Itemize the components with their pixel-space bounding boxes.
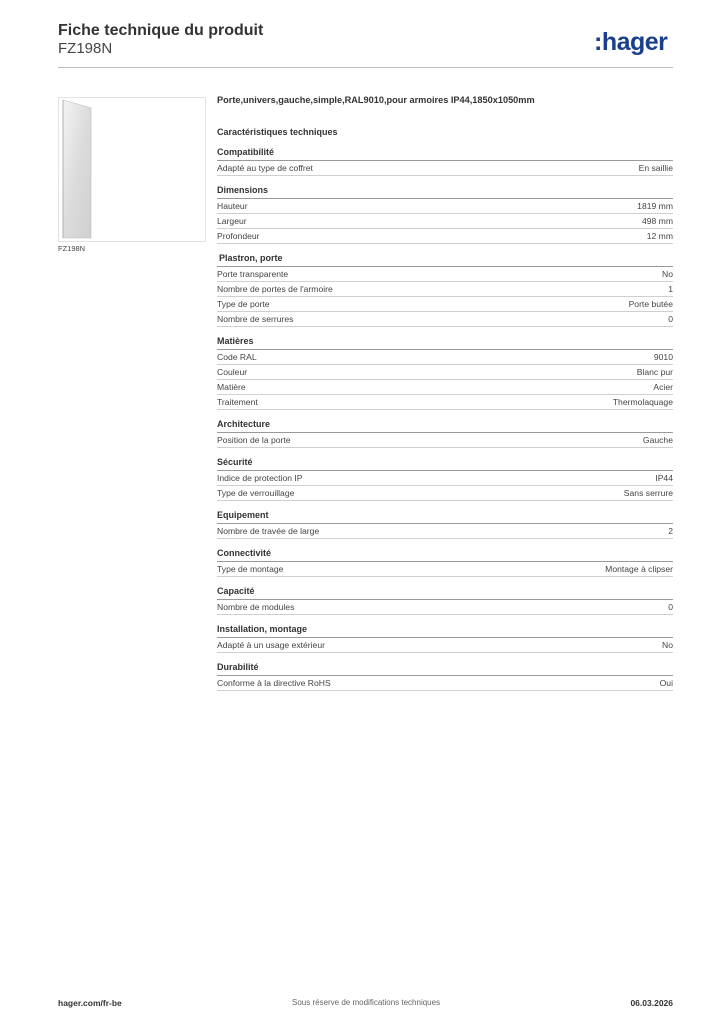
spec-label: Position de la porte [217, 435, 291, 445]
spec-section [217, 253, 673, 327]
spec-value: Porte butée [628, 299, 673, 309]
section-title: Installation, montage [217, 624, 673, 638]
spec-label: Type de verrouillage [217, 488, 295, 498]
spec-section [217, 457, 673, 501]
spec-row [217, 638, 673, 653]
spec-section [217, 662, 673, 691]
page-title: Fiche technique du produit [58, 22, 264, 39]
spec-value: Thermolaquage [612, 397, 673, 407]
spec-row [217, 365, 673, 380]
spec-row [217, 199, 673, 214]
spec-value: No [662, 640, 673, 650]
spec-label: Couleur [217, 367, 248, 377]
spec-value: 9010 [653, 352, 673, 362]
section-title: Durabilité [217, 662, 673, 676]
spec-label: Traitement [217, 397, 258, 407]
spec-row [217, 486, 673, 501]
footer-website: hager.com/fr-be [58, 998, 122, 1008]
section-title: Capacité [217, 586, 673, 600]
spec-section [217, 336, 673, 410]
section-title: Plastron, porte [217, 253, 673, 267]
spec-value: No [662, 269, 673, 279]
spec-section [217, 624, 673, 653]
spec-value: Oui [659, 678, 673, 688]
spec-value: 0 [668, 602, 673, 612]
spec-value: Sans serrure [623, 488, 673, 498]
spec-row [217, 312, 673, 327]
spec-section [217, 548, 673, 577]
section-title: Connectivité [217, 548, 673, 562]
footer-date: 06.03.2026 [630, 998, 673, 1008]
section-title: Equipement [217, 510, 673, 524]
spec-row [217, 380, 673, 395]
spec-row [217, 297, 673, 312]
spec-label: Nombre de travée de large [217, 526, 320, 536]
spec-value: IP44 [655, 473, 673, 483]
section-title: Architecture [217, 419, 673, 433]
footer-notice: Sous réserve de modifications techniques [292, 998, 441, 1007]
spec-section [217, 147, 673, 176]
logo-text: :hager [594, 28, 668, 56]
section-title: Sécurité [217, 457, 673, 471]
spec-heading: Caractéristiques techniques [217, 127, 338, 137]
spec-label: Indice de protection IP [217, 473, 303, 483]
spec-row [217, 600, 673, 615]
spec-value: 1819 mm [637, 201, 673, 211]
spec-row [217, 562, 673, 577]
spec-section [217, 586, 673, 615]
spec-label: Adapté à un usage extérieur [217, 640, 325, 650]
spec-value: Montage à clipser [605, 564, 673, 574]
section-title: Dimensions [217, 185, 673, 199]
spec-label: Conforme à la directive RoHS [217, 678, 331, 688]
spec-row [217, 471, 673, 486]
spec-row [217, 282, 673, 297]
spec-row [217, 395, 673, 410]
spec-value: Gauche [642, 435, 673, 445]
spec-row [217, 229, 673, 244]
spec-value: 12 mm [646, 231, 673, 241]
spec-section [217, 419, 673, 448]
door-panel-icon [59, 98, 205, 241]
spec-value: 0 [668, 314, 673, 324]
spec-value: 1 [668, 284, 673, 294]
spec-label: Largeur [217, 216, 247, 226]
spec-section [217, 510, 673, 539]
spec-row [217, 524, 673, 539]
spec-label: Type de porte [217, 299, 270, 309]
spec-label: Type de montage [217, 564, 284, 574]
spec-label: Matière [217, 382, 246, 392]
spec-value: Acier [653, 382, 673, 392]
spec-label: Nombre de modules [217, 602, 295, 612]
spec-row [217, 214, 673, 229]
spec-value: En saillie [638, 163, 673, 173]
spec-label: Porte transparente [217, 269, 289, 279]
product-description: Porte,univers,gauche,simple,RAL9010,pour armoires IP44,1850x1050mm [217, 95, 535, 105]
spec-row [217, 161, 673, 176]
product-image-caption: FZ198N [58, 244, 86, 253]
spec-label: Hauteur [217, 201, 248, 211]
header-divider [58, 67, 673, 68]
spec-label: Nombre de serrures [217, 314, 294, 324]
section-title: Matières [217, 336, 673, 350]
product-reference: FZ198N [58, 40, 113, 57]
spec-label: Adapté au type de coffret [217, 163, 313, 173]
section-title: Compatibilité [217, 147, 673, 161]
spec-value: 498 mm [641, 216, 673, 226]
spec-sections [217, 147, 673, 691]
spec-section [217, 185, 673, 244]
spec-row [217, 676, 673, 691]
spec-label: Code RAL [217, 352, 257, 362]
main-content [217, 95, 673, 700]
spec-row [217, 267, 673, 282]
spec-row [217, 350, 673, 365]
product-image [58, 97, 206, 242]
spec-value: Blanc pur [636, 367, 673, 377]
spec-label: Profondeur [217, 231, 260, 241]
hager-logo [594, 28, 674, 56]
spec-row [217, 433, 673, 448]
spec-label: Nombre de portes de l'armoire [217, 284, 333, 294]
spec-value: 2 [668, 526, 673, 536]
